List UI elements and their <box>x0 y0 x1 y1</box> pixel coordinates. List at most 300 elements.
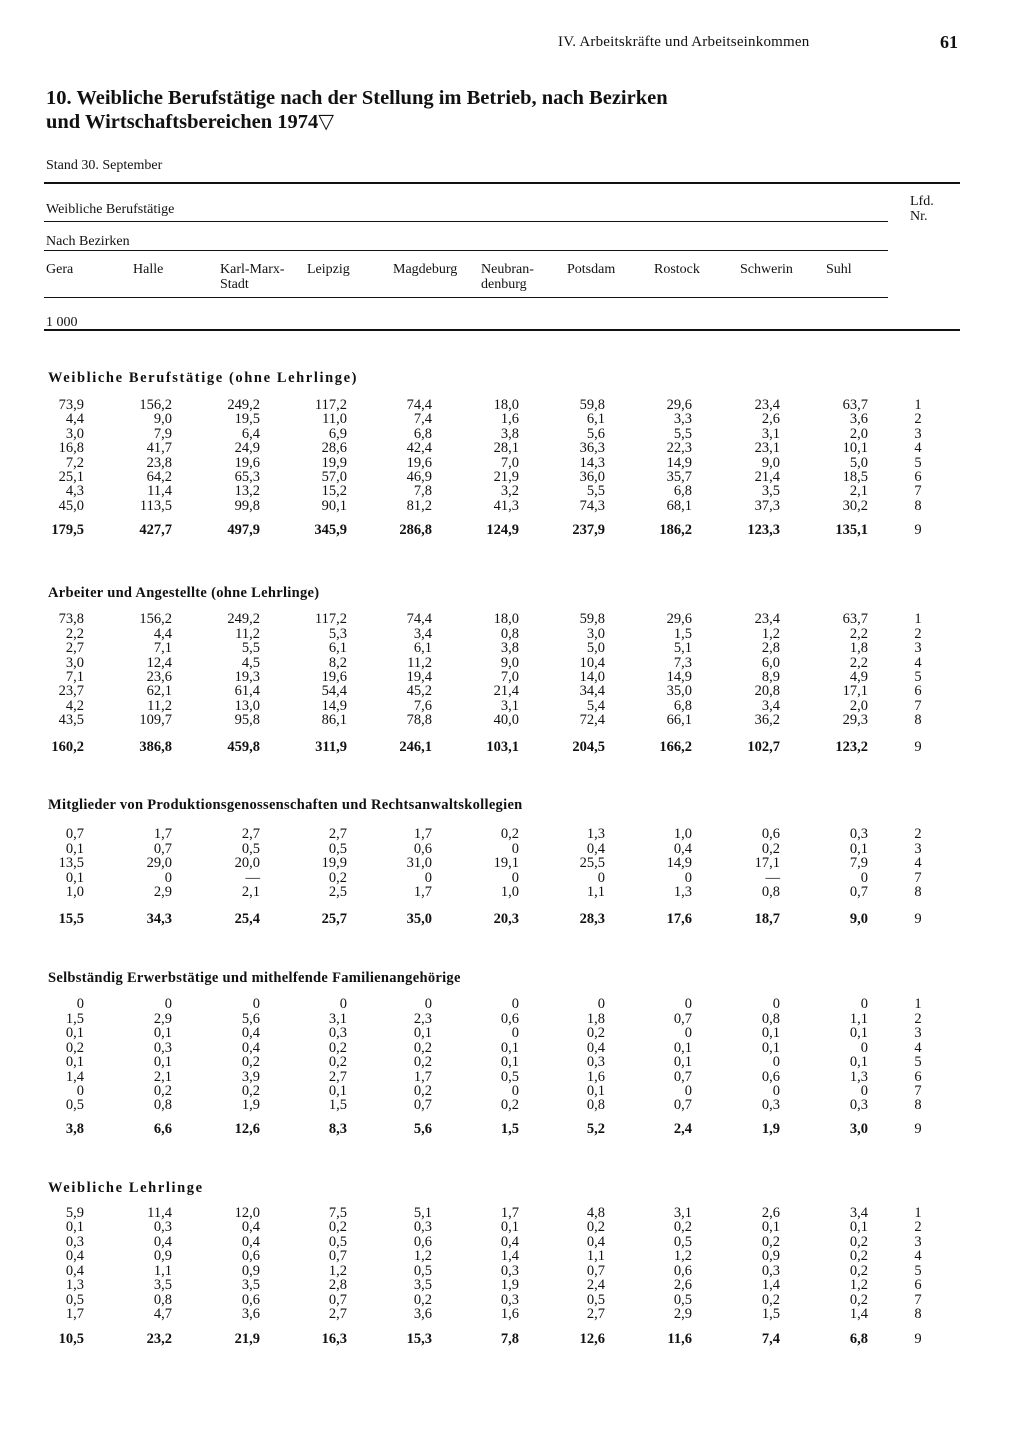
table-cell: 0,2 <box>413 1083 432 1099</box>
table-cell: 1,1 <box>586 1248 605 1264</box>
table-cell: 22,3 <box>666 440 692 456</box>
table-cell: 10,1 <box>842 440 868 456</box>
table-cell: 0,2 <box>673 1219 692 1235</box>
table-cell: 5,6 <box>241 1011 260 1027</box>
table-cell: 0,5 <box>673 1234 692 1250</box>
total-cell: 35,0 <box>406 911 432 927</box>
table-cell: 64,2 <box>146 469 172 485</box>
table-cell: 0,4 <box>586 841 605 857</box>
table-cell: 1,1 <box>586 884 605 900</box>
table-cell: 0,3 <box>500 1292 519 1308</box>
table-cell: 0,7 <box>413 1097 432 1113</box>
table-cell: 62,1 <box>146 683 172 699</box>
total-cell: 6,8 <box>849 1331 868 1347</box>
table-cell: 2,7 <box>586 1306 605 1322</box>
total-cell: 28,3 <box>579 911 605 927</box>
table-cell: 4,2 <box>65 698 84 714</box>
table-cell: 3,2 <box>500 483 519 499</box>
table-cell: 0,2 <box>849 1263 868 1279</box>
table-cell: 0,2 <box>500 826 519 842</box>
table-cell: 0,7 <box>673 1097 692 1113</box>
table-cell: 23,8 <box>146 455 172 471</box>
table-cell: 28,6 <box>321 440 347 456</box>
table-cell: 0,4 <box>586 1040 605 1056</box>
table-cell: 3,9 <box>241 1069 260 1085</box>
table-cell: 36,3 <box>579 440 605 456</box>
table-cell: 0,2 <box>849 1234 868 1250</box>
total-cell: 9,0 <box>849 911 868 927</box>
table-cell: 3,1 <box>761 426 780 442</box>
total-cell: 18,7 <box>754 911 780 927</box>
table-cell: 20,8 <box>754 683 780 699</box>
table-cell: 0,8 <box>500 626 519 642</box>
table-cell: 0 <box>511 841 519 857</box>
table-cell: 1,6 <box>500 411 519 427</box>
table-cell: 0 <box>684 1025 692 1041</box>
row-number: 3 <box>914 1234 922 1250</box>
table-cell: 0,8 <box>586 1097 605 1113</box>
total-cell: 17,6 <box>666 911 692 927</box>
table-cell: 9,0 <box>761 455 780 471</box>
table-cell: 8,2 <box>328 655 347 671</box>
stand-date: Stand 30. September <box>46 158 163 173</box>
table-cell: 0 <box>339 996 347 1012</box>
table-cell: 29,6 <box>666 397 692 413</box>
table-cell: 0 <box>76 1083 84 1099</box>
row-number: 9 <box>914 739 922 755</box>
table-cell: 9,0 <box>153 411 172 427</box>
table-cell: 0,1 <box>65 1219 84 1235</box>
table-cell: 1,7 <box>65 1306 84 1322</box>
table-cell: 42,4 <box>406 440 432 456</box>
table-cell: 11,4 <box>147 1205 172 1221</box>
row-number: 6 <box>914 469 922 485</box>
total-cell: 21,9 <box>234 1331 260 1347</box>
row-number: 3 <box>914 1025 922 1041</box>
district-header <box>826 262 852 277</box>
district-header <box>307 262 350 277</box>
table-cell: 0,4 <box>241 1025 260 1041</box>
table-cell: 1,6 <box>500 1306 519 1322</box>
table-cell: 0,2 <box>761 1234 780 1250</box>
table-cell: 2,1 <box>241 884 260 900</box>
table-cell: 0,7 <box>328 1292 347 1308</box>
section-title: Weibliche Lehrlinge <box>48 1180 204 1196</box>
table-cell: 1,3 <box>586 826 605 842</box>
table-cell: 6,8 <box>673 698 692 714</box>
table-cell: 0,2 <box>849 1292 868 1308</box>
table-cell: 0,4 <box>500 1234 519 1250</box>
row-number: 1 <box>914 397 922 413</box>
table-cell: 1,4 <box>849 1306 868 1322</box>
table-cell: 14,9 <box>321 698 347 714</box>
table-cell: 0,4 <box>65 1248 84 1264</box>
table-cell: 1,6 <box>586 1069 605 1085</box>
table-cell: 2,6 <box>761 411 780 427</box>
total-cell: 1,5 <box>500 1121 519 1137</box>
table-cell: 0,1 <box>761 1219 780 1235</box>
district-header-line: Schwerin <box>740 262 793 277</box>
table-cell: 1,7 <box>413 884 432 900</box>
table-cell: 40,0 <box>493 712 519 728</box>
total-cell: 25,4 <box>234 911 260 927</box>
row-number: 7 <box>914 483 922 499</box>
table-cell: 0,1 <box>500 1219 519 1235</box>
total-cell: 25,7 <box>321 911 347 927</box>
table-cell: 19,6 <box>321 669 347 685</box>
table-cell: 3,0 <box>586 626 605 642</box>
table-cell: 74,3 <box>579 498 605 514</box>
table-cell: 0,2 <box>586 1025 605 1041</box>
table-cell: 24,9 <box>234 440 260 456</box>
total-cell: 6,6 <box>153 1121 172 1137</box>
table-cell: 1,5 <box>328 1097 347 1113</box>
total-cell: 3,0 <box>849 1121 868 1137</box>
table-cell: 0,7 <box>328 1248 347 1264</box>
table-cell: 0,4 <box>241 1219 260 1235</box>
table-cell: 81,2 <box>406 498 432 514</box>
table-cell: 0,5 <box>65 1097 84 1113</box>
total-cell: 123,2 <box>835 739 868 755</box>
district-header <box>133 262 163 277</box>
table-cell: 0 <box>772 1083 780 1099</box>
table-cell: 0,2 <box>65 1040 84 1056</box>
table-cell: 35,0 <box>666 683 692 699</box>
table-cell: 2,1 <box>849 483 868 499</box>
table-cell: 0,2 <box>328 1040 347 1056</box>
table-cell: 0,5 <box>328 841 347 857</box>
table-cell: 13,2 <box>234 483 260 499</box>
row-number: 9 <box>914 522 922 538</box>
table-cell: 11,4 <box>147 483 172 499</box>
row-number: 8 <box>914 1097 922 1113</box>
table-cell: 0,1 <box>500 1040 519 1056</box>
total-cell: 135,1 <box>835 522 868 538</box>
table-cell: 0,2 <box>413 1292 432 1308</box>
total-cell: 102,7 <box>747 739 780 755</box>
table-cell: 61,4 <box>234 683 260 699</box>
total-cell: 5,2 <box>586 1121 605 1137</box>
table-cell: 21,9 <box>493 469 519 485</box>
table-cell: 19,3 <box>234 669 260 685</box>
table-cell: 0 <box>511 870 519 886</box>
table-cell: 29,3 <box>842 712 868 728</box>
row-number: 2 <box>914 826 922 842</box>
table-cell: 0,1 <box>65 1054 84 1070</box>
table-cell: 2,9 <box>673 1306 692 1322</box>
table-cell: 46,9 <box>406 469 432 485</box>
district-header <box>220 262 285 292</box>
total-cell: 166,2 <box>659 739 692 755</box>
table-cell: 2,7 <box>65 640 84 656</box>
table-cell: 0 <box>511 1083 519 1099</box>
total-cell: 311,9 <box>315 739 347 755</box>
table-cell: 5,1 <box>413 1205 432 1221</box>
table-cell: 3,6 <box>413 1306 432 1322</box>
district-header <box>654 262 700 277</box>
total-cell: 7,4 <box>761 1331 780 1347</box>
table-cell: 11,2 <box>407 655 432 671</box>
table-cell: 1,4 <box>761 1277 780 1293</box>
total-cell: 427,7 <box>139 522 172 538</box>
subgroup-rule <box>44 250 888 251</box>
table-cell: 4,4 <box>153 626 172 642</box>
row-number: 6 <box>914 683 922 699</box>
table-cell: 7,1 <box>153 640 172 656</box>
table-cell: 23,1 <box>754 440 780 456</box>
table-cell: 3,1 <box>500 698 519 714</box>
table-cell: 54,4 <box>321 683 347 699</box>
total-cell: 12,6 <box>579 1331 605 1347</box>
table-cell: 73,8 <box>58 611 84 627</box>
table-cell: 3,0 <box>65 426 84 442</box>
district-header-line: Suhl <box>826 262 852 277</box>
table-cell: 0,5 <box>328 1234 347 1250</box>
table-cell: 0 <box>860 870 868 886</box>
table-cell: 1,5 <box>65 1011 84 1027</box>
table-cell: 0,1 <box>849 841 868 857</box>
section-title: Arbeiter und Angestellte (ohne Lehrlinge) <box>48 585 320 601</box>
table-cell: 0,4 <box>586 1234 605 1250</box>
table-cell: 0,1 <box>153 1025 172 1041</box>
table-cell: 17,1 <box>754 855 780 871</box>
table-cell: 3,4 <box>849 1205 868 1221</box>
table-cell: 0,1 <box>673 1040 692 1056</box>
table-cell: 0,3 <box>761 1263 780 1279</box>
table-cell: 41,3 <box>493 498 519 514</box>
table-cell: 3,6 <box>849 411 868 427</box>
table-cell: 6,1 <box>328 640 347 656</box>
table-cell: 6,8 <box>413 426 432 442</box>
table-cell: 17,1 <box>842 683 868 699</box>
district-header-line: Stadt <box>220 277 249 292</box>
table-cell: 2,7 <box>241 826 260 842</box>
table-cell: 0,2 <box>413 1040 432 1056</box>
table-cell: 6,4 <box>241 426 260 442</box>
table-cell: 4,3 <box>65 483 84 499</box>
table-cell: 0,1 <box>761 1025 780 1041</box>
table-cell: 3,4 <box>413 626 432 642</box>
table-cell: 7,2 <box>65 455 84 471</box>
district-header <box>740 262 793 277</box>
row-number: 4 <box>914 1040 922 1056</box>
table-cell: 249,2 <box>227 611 260 627</box>
table-cell: 2,8 <box>328 1277 347 1293</box>
table-cell: 0 <box>252 996 260 1012</box>
table-cell: 1,5 <box>673 626 692 642</box>
district-header <box>481 262 534 292</box>
district-header-line: Neubran- <box>481 262 534 277</box>
table-cell: 0,7 <box>65 826 84 842</box>
table-cell: 0,2 <box>241 1083 260 1099</box>
total-cell: 237,9 <box>572 522 605 538</box>
table-cell: 0,4 <box>241 1040 260 1056</box>
table-cell: 25,5 <box>579 855 605 871</box>
table-cell: 0,8 <box>153 1292 172 1308</box>
table-cell: 0,2 <box>328 1219 347 1235</box>
table-cell: 5,5 <box>241 640 260 656</box>
table-cell: 0,6 <box>413 1234 432 1250</box>
table-cell: 0,5 <box>65 1292 84 1308</box>
total-cell: 386,8 <box>139 739 172 755</box>
table-cell: 0,2 <box>586 1219 605 1235</box>
row-number: 4 <box>914 655 922 671</box>
table-cell: 0 <box>597 996 605 1012</box>
table-cell: 0,6 <box>241 1248 260 1264</box>
total-cell: 3,8 <box>65 1121 84 1137</box>
table-cell: 0 <box>860 1040 868 1056</box>
table-cell: 23,4 <box>754 611 780 627</box>
table-cell: 7,5 <box>328 1205 347 1221</box>
group-label: Weibliche Berufstätige <box>46 202 175 217</box>
table-cell: 74,4 <box>406 611 432 627</box>
row-number: 2 <box>914 1011 922 1027</box>
district-header <box>567 262 615 277</box>
total-cell: 497,9 <box>227 522 260 538</box>
district-header-line: Gera <box>46 262 74 277</box>
table-cell: 5,0 <box>586 640 605 656</box>
table-cell: 117,2 <box>314 611 347 627</box>
table-cell: 0,3 <box>849 826 868 842</box>
table-cell: 0 <box>164 996 172 1012</box>
districts-rule <box>44 297 888 298</box>
section-title: Weibliche Berufstätige (ohne Lehrlinge) <box>48 370 359 386</box>
table-cell: 0,3 <box>153 1040 172 1056</box>
table-cell: 73,9 <box>58 397 84 413</box>
table-cell: 7,1 <box>65 669 84 685</box>
sub-label: Nach Bezirken <box>46 234 130 249</box>
total-cell: 7,8 <box>500 1331 519 1347</box>
table-cell: 18,5 <box>842 469 868 485</box>
section-title: Selbständig Erwerbstätige und mithelfende Familienangehörige <box>48 970 461 986</box>
table-cell: 2,5 <box>328 884 347 900</box>
table-cell: 0,5 <box>586 1292 605 1308</box>
table-cell: 6,1 <box>586 411 605 427</box>
table-cell: 0,1 <box>849 1219 868 1235</box>
table-cell: 0,1 <box>153 1054 172 1070</box>
table-cell: 0,5 <box>413 1263 432 1279</box>
table-cell: 7,9 <box>849 855 868 871</box>
total-cell: 5,6 <box>413 1121 432 1137</box>
table-cell: 14,9 <box>666 669 692 685</box>
table-cell: 0,1 <box>849 1025 868 1041</box>
table-cell: 4,7 <box>153 1306 172 1322</box>
table-cell: 6,9 <box>328 426 347 442</box>
total-cell: 11,6 <box>667 1331 692 1347</box>
total-cell: 1,9 <box>761 1121 780 1137</box>
table-cell: 1,4 <box>500 1248 519 1264</box>
table-cell: 1,9 <box>500 1277 519 1293</box>
row-number: 8 <box>914 712 922 728</box>
district-header-line: Potsdam <box>567 262 616 277</box>
table-cell: 0,2 <box>328 1054 347 1070</box>
table-cell: 57,0 <box>321 469 347 485</box>
table-cell: 6,8 <box>673 483 692 499</box>
table-cell: 2,0 <box>849 426 868 442</box>
header-bottom-rule <box>44 329 960 331</box>
table-cell: 14,0 <box>579 669 605 685</box>
table-cell: 3,0 <box>65 655 84 671</box>
table-cell: 3,5 <box>413 1277 432 1293</box>
table-cell: 0,2 <box>328 870 347 886</box>
table-cell: 0 <box>860 1083 868 1099</box>
table-cell: 2,1 <box>153 1069 172 1085</box>
total-cell: 246,1 <box>399 739 432 755</box>
total-cell: 23,2 <box>146 1331 172 1347</box>
table-cell: 1,1 <box>153 1263 172 1279</box>
unit-label: 1 000 <box>46 315 78 330</box>
table-cell: 1,3 <box>849 1069 868 1085</box>
table-cell: 0,2 <box>761 841 780 857</box>
table-cell: 43,5 <box>58 712 84 728</box>
table-cell: 0,2 <box>241 1054 260 1070</box>
table-cell: 2,9 <box>153 1011 172 1027</box>
table-cell: 23,7 <box>58 683 84 699</box>
table-cell: 19,9 <box>321 855 347 871</box>
table-cell: 0,9 <box>761 1248 780 1264</box>
table-cell: 1,9 <box>241 1097 260 1113</box>
table-cell: 5,1 <box>673 640 692 656</box>
table-cell: 0,1 <box>65 1025 84 1041</box>
total-cell: 204,5 <box>572 739 605 755</box>
table-cell: 63,7 <box>842 611 868 627</box>
row-number: 5 <box>914 1263 922 1279</box>
table-cell: 11,2 <box>147 698 172 714</box>
row-number: 5 <box>914 669 922 685</box>
total-cell: 2,4 <box>673 1121 692 1137</box>
table-cell: 14,9 <box>666 455 692 471</box>
total-cell: 345,9 <box>314 522 347 538</box>
table-cell: 37,3 <box>754 498 780 514</box>
table-cell: 25,1 <box>58 469 84 485</box>
table-title-line2 <box>46 110 334 134</box>
table-cell: 0,8 <box>761 884 780 900</box>
table-cell: 1,7 <box>153 826 172 842</box>
table-cell: 19,6 <box>406 455 432 471</box>
table-cell: 19,6 <box>234 455 260 471</box>
row-number: 9 <box>914 1331 922 1347</box>
table-cell: 2,6 <box>673 1277 692 1293</box>
table-cell: 0,3 <box>586 1054 605 1070</box>
table-cell: 1,3 <box>673 884 692 900</box>
table-cell: 5,5 <box>673 426 692 442</box>
row-number: 5 <box>914 455 922 471</box>
table-cell: 99,8 <box>234 498 260 514</box>
table-cell: 0,6 <box>413 841 432 857</box>
table-cell: 7,0 <box>500 669 519 685</box>
district-header-line: Rostock <box>654 262 700 277</box>
table-cell: 0,1 <box>586 1083 605 1099</box>
table-cell: 7,4 <box>413 411 432 427</box>
table-cell: 0,8 <box>153 1097 172 1113</box>
table-cell: 78,8 <box>406 712 432 728</box>
table-cell: 0 <box>424 870 432 886</box>
table-cell: 0 <box>511 996 519 1012</box>
table-cell: 66,1 <box>666 712 692 728</box>
table-cell: 0,7 <box>673 1011 692 1027</box>
table-cell: 0 <box>684 996 692 1012</box>
table-cell: 5,4 <box>586 698 605 714</box>
total-cell: 20,3 <box>493 911 519 927</box>
table-cell: 3,4 <box>761 698 780 714</box>
table-cell: 0,4 <box>673 841 692 857</box>
table-cell: 74,4 <box>406 397 432 413</box>
table-cell: 0,3 <box>328 1025 347 1041</box>
table-cell: 1,8 <box>849 640 868 656</box>
table-cell: 1,4 <box>65 1069 84 1085</box>
table-cell: 0,1 <box>65 841 84 857</box>
table-cell: 19,9 <box>321 455 347 471</box>
